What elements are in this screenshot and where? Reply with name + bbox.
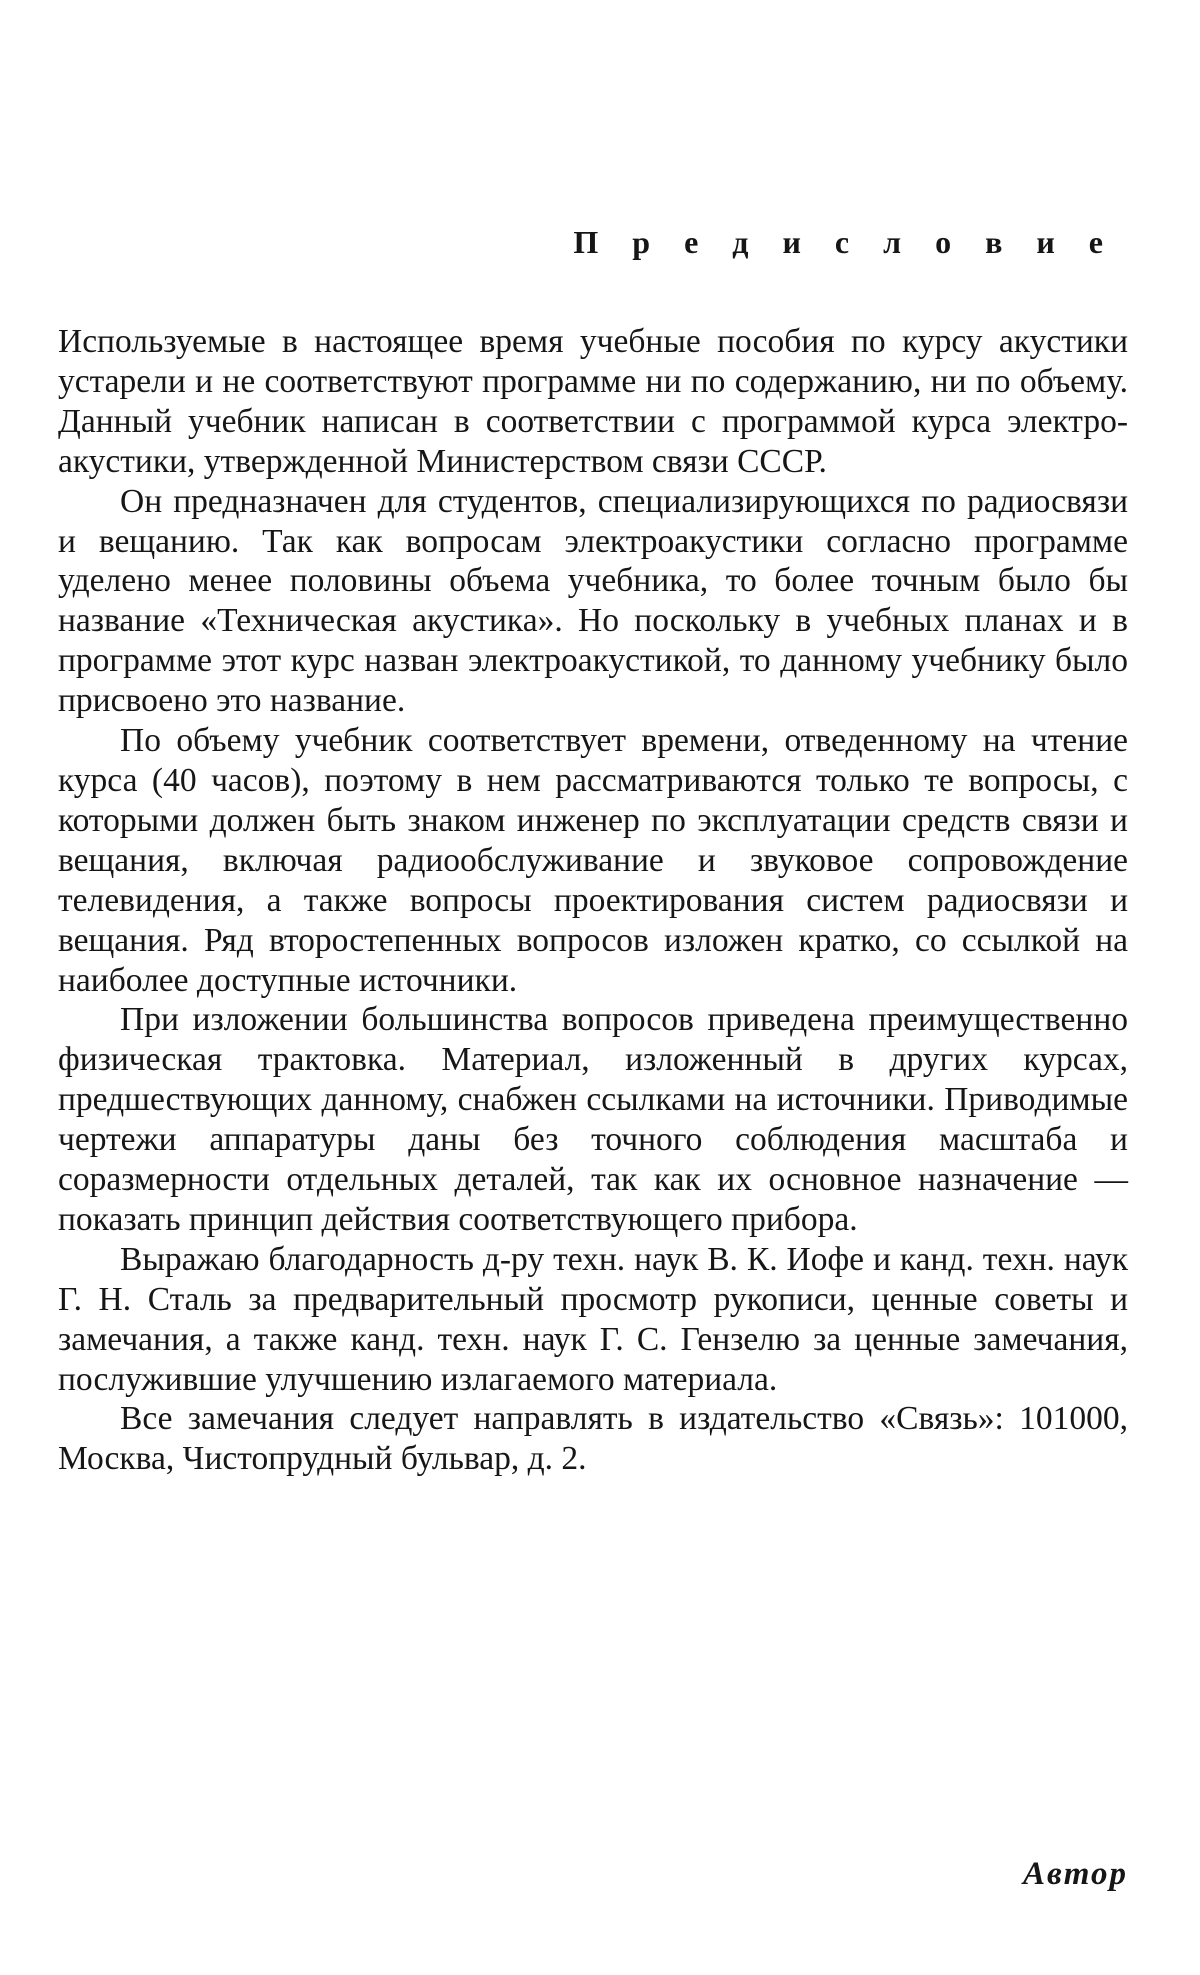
paragraph-purpose: Он предназначен для студентов, специализирующихся по радиосвязи и вещанию. Так как вопросам электроакустики согласно программе уделено менее половины объема учебника, то более точным было бы название «Техническая акустика». Но поскольку в учебных планах и в программе этот курс назван электроакустикой, то данному учебнику было присвоено это название. bbox=[58, 482, 1128, 720]
section-heading: П р е д и с л о в и е bbox=[573, 224, 1116, 260]
author-signature: Автор bbox=[1023, 1856, 1128, 1892]
paragraph-contact: Все замечания следует направлять в издательство «Связь»: 101000, Москва, Чистопрудный бульвар, д. 2. bbox=[58, 1400, 1128, 1478]
paragraph-scope: По объему учебник соответствует времени, отведенному на чтение курса (40 часов), поэтому в нем рассматриваются только те вопросы, с которыми должен быть знаком инженер по эксплуатации средств связи и вещания, включая радиообслуживание и звуковое сопровождение телевидения, а также вопросы проектирования систем радиосвязи и вещания. Ряд второстепенных вопросов изложен кратко, со ссылкой на наиболее доступные источники. bbox=[58, 722, 1128, 999]
paragraph-presentation: При изложении большинства вопросов приведена преимущественно физическая трактовка. Материал, изложенный в других курсах, предшествующих данному, снабжен ссылками на источники. Приводимые чертежи аппаратуры даны без точного соблюдения масштаба и соразмерности отдельных деталей, так как их основное назначение — показать принцип действия соответствующего прибора. bbox=[58, 1001, 1128, 1238]
body-text bbox=[58, 322, 1128, 1479]
paragraph-intro: Используемые в настоящее время учебные пособия по курсу акустики устарели и не соответствуют программе ни по содержанию, ни по объему. Данный учебник написан в соответствии с программой курса электроакустики, утвержденной Министерством связи СССР. bbox=[58, 323, 1128, 480]
paragraph-acknowledgements: Выражаю благодарность д-ру техн. наук В. К. Иофе и канд. техн. наук Г. Н. Сталь за предварительный просмотр рукописи, ценные советы и замечания, а также канд. техн. наук Г. С. Гензелю за ценные замечания, послужившие улучшению излагаемого материала. bbox=[58, 1240, 1128, 1398]
